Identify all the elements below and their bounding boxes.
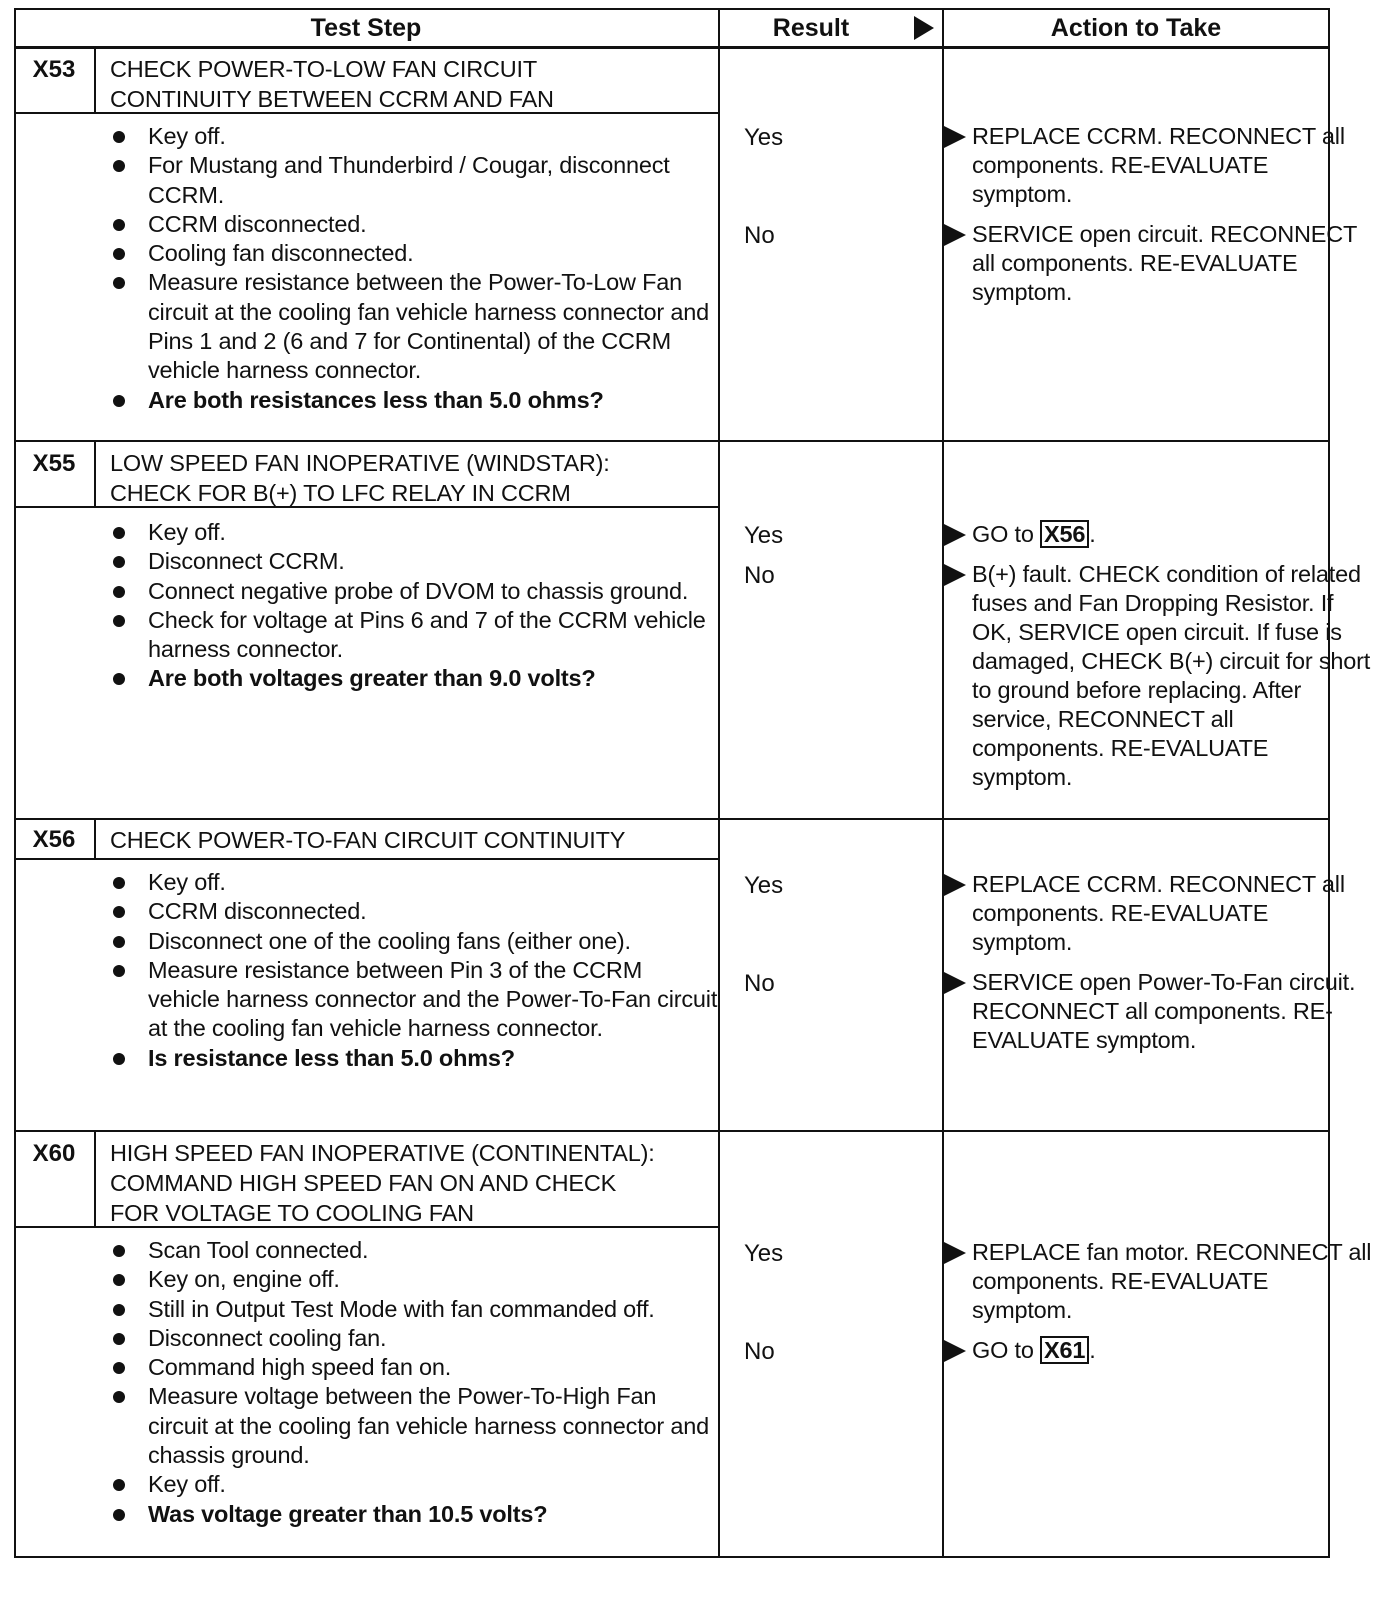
list-item: Key off. xyxy=(110,868,720,897)
list-item: Disconnect CCRM. xyxy=(110,547,720,576)
step-instructions xyxy=(110,868,720,1073)
header-action: Action to Take xyxy=(1050,13,1222,42)
list-item: For Mustang and Thunderbird / Cougar, disconnect CCRM. xyxy=(110,151,720,210)
step-title: CHECK POWER-TO-LOW FAN CIRCUIT CONTINUITY BETWEEN CCRM AND FAN xyxy=(110,56,554,112)
list-item: CCRM disconnected. xyxy=(110,210,720,239)
step-question: Are both resistances less than 5.0 ohms? xyxy=(110,386,720,415)
list-item: Scan Tool connected. xyxy=(110,1236,720,1265)
list-item: Key on, engine off. xyxy=(110,1265,720,1294)
step-instructions xyxy=(110,518,720,694)
step-id: X60 xyxy=(32,1140,76,1167)
list-item: Measure resistance between the Power-To-Low Fan circuit at the cooling fan vehicle harness connector and Pins 1 and 2 (6 and 7 for Continental) of the CCRM vehicle harness connector. xyxy=(110,268,720,385)
step-instructions xyxy=(110,122,720,415)
step-question: Was voltage greater than 10.5 volts? xyxy=(110,1500,720,1529)
step-title: CHECK POWER-TO-FAN CIRCUIT CONTINUITY xyxy=(110,827,626,853)
arrow-right-icon xyxy=(944,564,966,586)
arrow-right-icon xyxy=(944,126,966,148)
step-id-divider xyxy=(94,1132,96,1228)
list-item: Measure resistance between Pin 3 of the CCRM vehicle harness connector and the Power-To-Fan circuit at the cooling fan vehicle harness connector. xyxy=(110,956,720,1044)
action-no: SERVICE open Power-To-Fan circuit. RECONNECT all components. RE-EVALUATE symptom. xyxy=(972,969,1356,1053)
step-id-divider xyxy=(94,442,96,508)
table-border-bottom xyxy=(14,1556,1330,1558)
list-item: CCRM disconnected. xyxy=(110,897,720,926)
arrow-right-icon xyxy=(944,224,966,246)
row-separator xyxy=(14,818,1330,820)
header-test-step: Test Step xyxy=(310,13,422,42)
result-yes: Yes xyxy=(744,872,784,899)
arrow-right-icon xyxy=(944,1340,966,1362)
arrow-right-icon xyxy=(944,972,966,994)
arrow-right-icon xyxy=(944,524,966,546)
step-id-divider xyxy=(94,48,96,114)
arrow-right-icon xyxy=(944,1242,966,1264)
result-no: No xyxy=(744,222,775,249)
row-separator xyxy=(14,440,1330,442)
list-item: Connect negative probe of DVOM to chassis ground. xyxy=(110,577,720,606)
action-no: GO to X61 . xyxy=(972,1337,1096,1363)
diagnostic-table xyxy=(14,8,1380,1624)
list-item: Disconnect one of the cooling fans (either one). xyxy=(110,927,720,956)
result-yes: Yes xyxy=(744,124,784,151)
step-title-underline xyxy=(14,858,720,860)
result-no: No xyxy=(744,970,775,997)
header-result: Result xyxy=(772,13,850,42)
step-id: X55 xyxy=(32,450,76,477)
action-yes: REPLACE fan motor. RECONNECT all components. RE-EVALUATE symptom. xyxy=(972,1239,1372,1323)
arrow-right-icon xyxy=(944,874,966,896)
step-instructions xyxy=(110,1236,720,1529)
list-item: Check for voltage at Pins 6 and 7 of the CCRM vehicle harness connector. xyxy=(110,606,720,665)
list-item: Disconnect cooling fan. xyxy=(110,1324,720,1353)
header-arrow-icon xyxy=(914,16,934,40)
action-yes: GO to X56 . xyxy=(972,521,1096,547)
action-no: SERVICE open circuit. RECONNECT all components. RE-EVALUATE symptom. xyxy=(972,221,1357,305)
row-separator xyxy=(14,1130,1330,1132)
table-border-left xyxy=(14,8,16,1558)
step-question: Are both voltages greater than 9.0 volts? xyxy=(110,664,720,693)
step-id: X53 xyxy=(32,56,76,83)
list-item: Command high speed fan on. xyxy=(110,1353,720,1382)
action-yes: REPLACE CCRM. RECONNECT all components. RE-EVALUATE symptom. xyxy=(972,871,1345,955)
step-question: Is resistance less than 5.0 ohms? xyxy=(110,1044,720,1073)
list-item: Cooling fan disconnected. xyxy=(110,239,720,268)
step-title: LOW SPEED FAN INOPERATIVE (WINDSTAR): CHECK FOR B(+) TO LFC RELAY IN CCRM xyxy=(110,450,610,506)
list-item: Key off. xyxy=(110,122,720,151)
step-title: HIGH SPEED FAN INOPERATIVE (CONTINENTAL): COMMAND HIGH SPEED FAN ON AND CHECK FOR VOLTAGE TO COOLING FAN xyxy=(110,1140,655,1226)
result-no: No xyxy=(744,562,775,589)
list-item: Still in Output Test Mode with fan commanded off. xyxy=(110,1295,720,1324)
step-reference-x56[interactable]: X56 xyxy=(1040,520,1089,548)
list-item: Key off. xyxy=(110,1470,720,1499)
action-no: B(+) fault. CHECK condition of related fuses and Fan Dropping Resistor. If OK, SERVICE open circuit. If fuse is damaged, CHECK B(+) circuit for short to ground before replacing. After service, RECONNECT all components. RE-EVALUATE symptom. xyxy=(972,561,1371,790)
action-yes: REPLACE CCRM. RECONNECT all components. RE-EVALUATE symptom. xyxy=(972,123,1345,207)
result-yes: Yes xyxy=(744,1240,784,1267)
step-id: X56 xyxy=(32,826,76,853)
result-yes: Yes xyxy=(744,522,784,549)
step-id-divider xyxy=(94,820,96,860)
step-reference-x61[interactable]: X61 xyxy=(1040,1336,1089,1364)
result-no: No xyxy=(744,1338,775,1365)
list-item: Key off. xyxy=(110,518,720,547)
list-item: Measure voltage between the Power-To-High Fan circuit at the cooling fan vehicle harness connector and chassis ground. xyxy=(110,1382,720,1470)
